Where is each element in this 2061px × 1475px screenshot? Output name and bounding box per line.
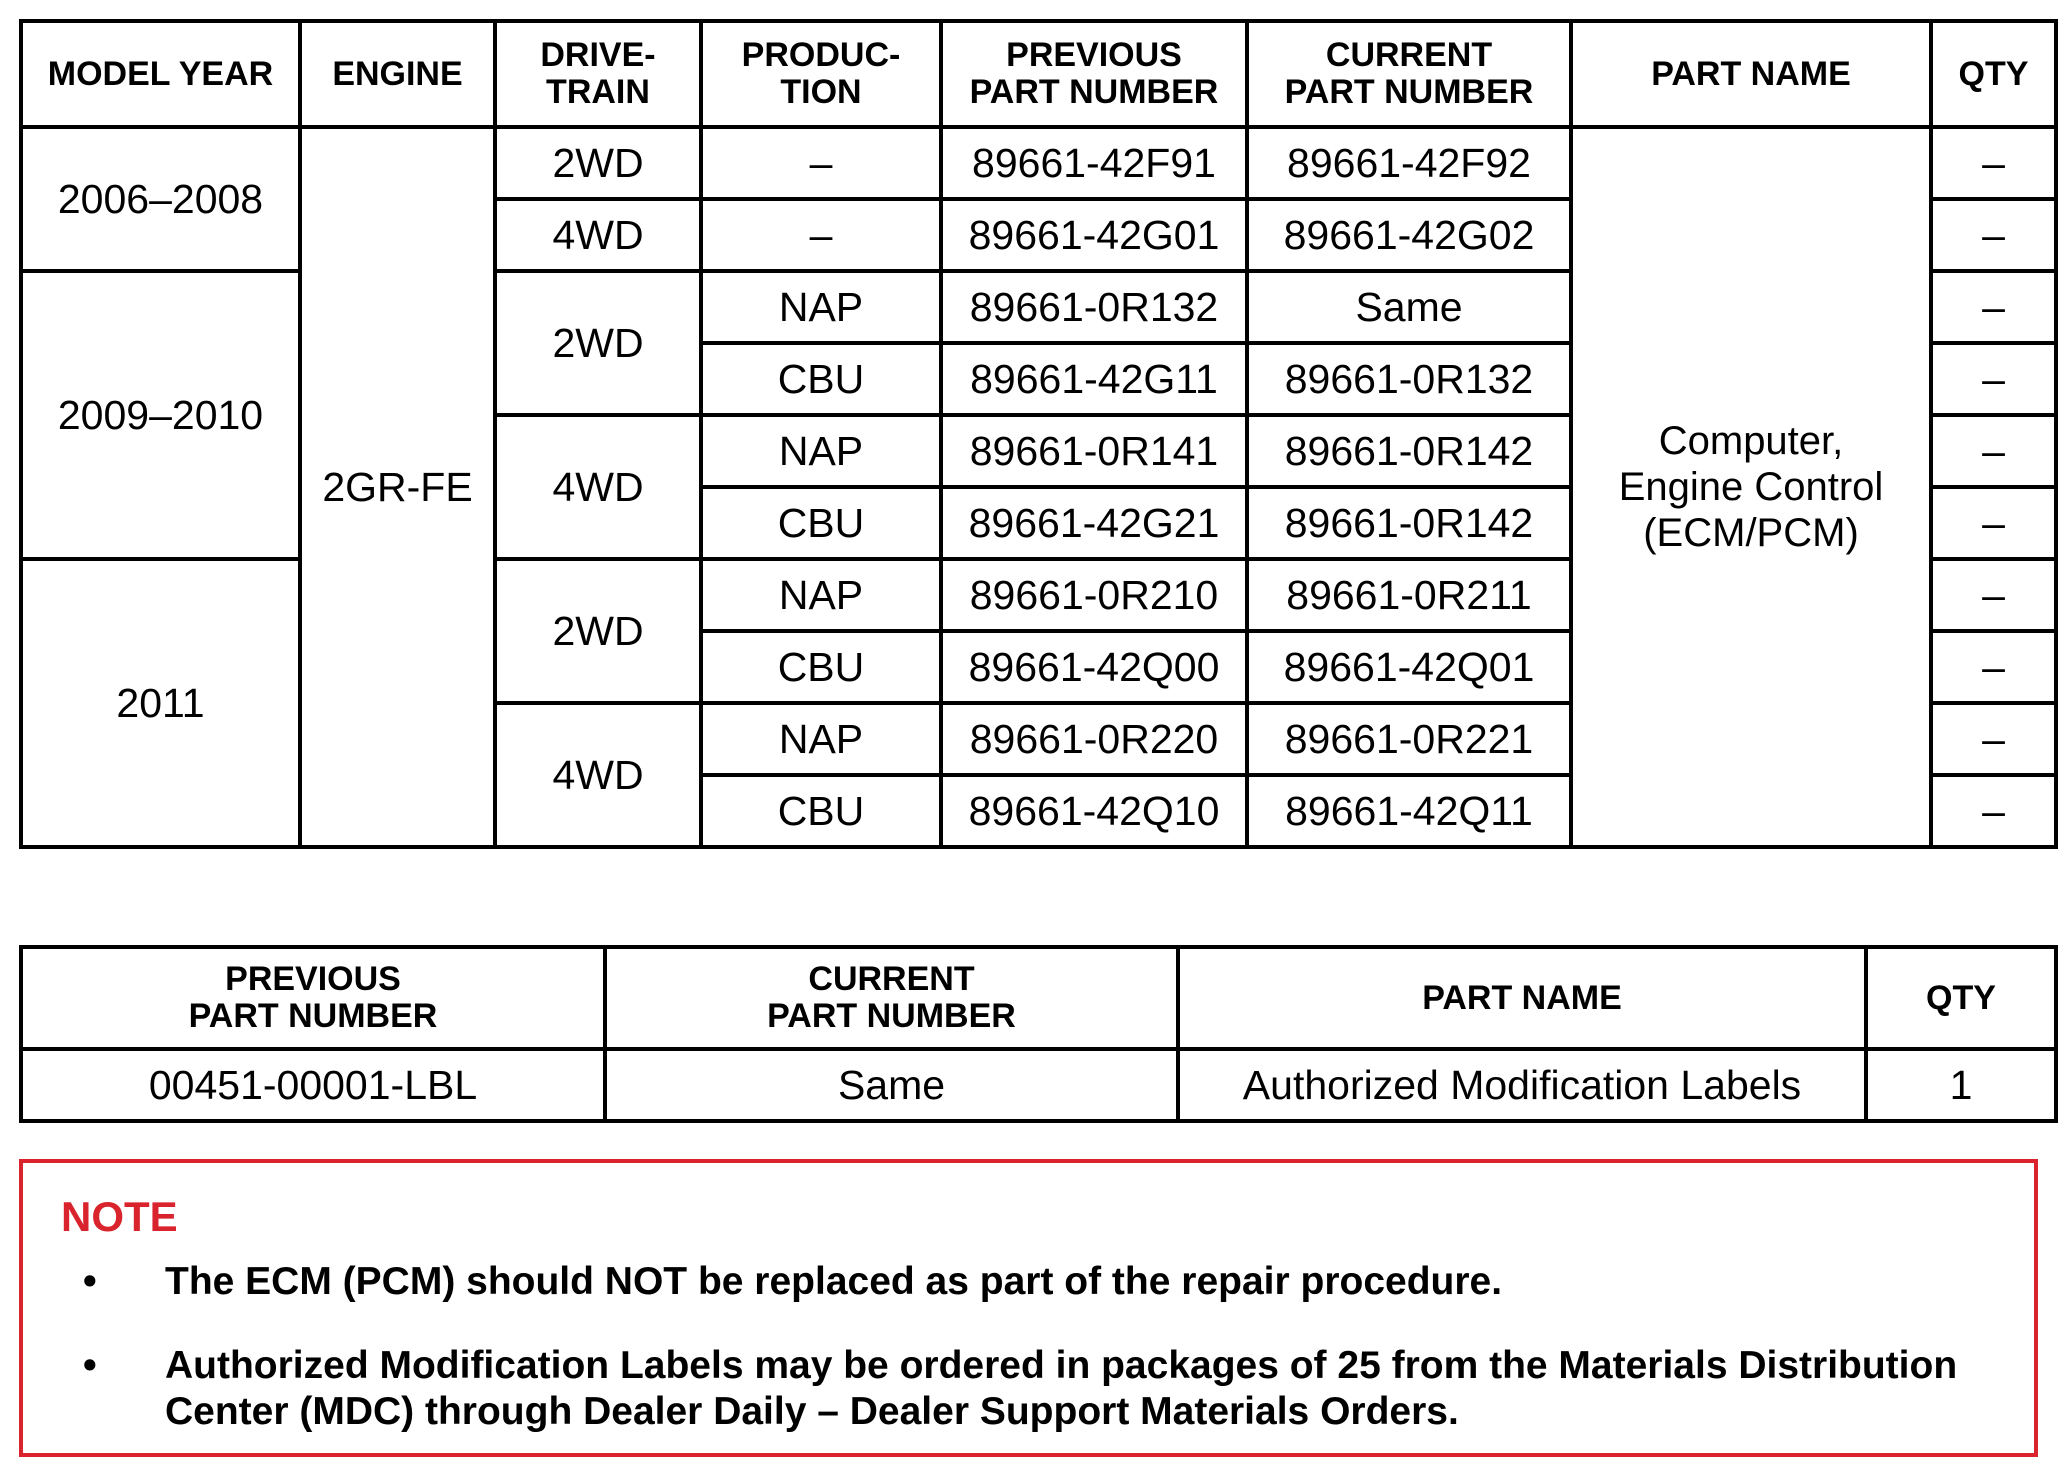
qty-cell: – xyxy=(1931,127,2056,199)
production-cell: CBU xyxy=(701,487,941,559)
header-previous-line1: PREVIOUS xyxy=(1006,36,1182,74)
model-year-cell: 2011 xyxy=(21,559,300,847)
header-part-name: PART NAME xyxy=(1571,21,1931,127)
model-year-cell: 2009–2010 xyxy=(21,271,300,559)
engine-cell: 2GR-FE xyxy=(300,127,495,847)
current-part-number-cell: 89661-0R211 xyxy=(1247,559,1571,631)
header-drivetrain-line2: TRAIN xyxy=(546,73,650,111)
header-previous-part-number xyxy=(21,947,605,1049)
note-item xyxy=(83,1343,2003,1435)
production-cell: NAP xyxy=(701,703,941,775)
note-title: NOTE xyxy=(61,1193,178,1240)
note-box xyxy=(19,1159,2038,1457)
current-part-number-cell: 89661-42F92 xyxy=(1247,127,1571,199)
previous-part-number-cell: 89661-42G01 xyxy=(941,199,1247,271)
current-part-number-cell: 89661-0R221 xyxy=(1247,703,1571,775)
header-model-year: MODEL YEAR xyxy=(21,21,300,127)
part-name-cell xyxy=(1571,127,1931,847)
current-part-number-cell: 89661-42Q01 xyxy=(1247,631,1571,703)
previous-part-number-cell: 89661-0R141 xyxy=(941,415,1247,487)
bullet-icon: • xyxy=(83,1344,97,1387)
previous-part-number-cell: 89661-0R220 xyxy=(941,703,1247,775)
header-production-line1: PRODUC- xyxy=(741,36,901,74)
previous-part-number-cell: 89661-42F91 xyxy=(941,127,1247,199)
header-previous-line1: PREVIOUS xyxy=(225,960,401,998)
header-current-line1: CURRENT xyxy=(1325,36,1493,74)
previous-part-number-cell: 89661-0R210 xyxy=(941,559,1247,631)
header-drivetrain-line1: DRIVE- xyxy=(540,36,656,74)
production-cell: – xyxy=(701,199,941,271)
qty-cell: – xyxy=(1931,343,2056,415)
current-part-number-cell: Same xyxy=(605,1049,1178,1121)
table-header-row xyxy=(21,947,2056,1049)
previous-part-number-cell: 89661-42G11 xyxy=(941,343,1247,415)
current-part-number-cell: 89661-0R142 xyxy=(1247,487,1571,559)
header-production xyxy=(701,21,941,127)
drivetrain-cell: 4WD xyxy=(495,199,701,271)
label-parts-table xyxy=(19,945,2058,1123)
qty-cell: – xyxy=(1931,487,2056,559)
header-current-part-number xyxy=(605,947,1178,1049)
qty-cell: – xyxy=(1931,631,2056,703)
drivetrain-cell: 4WD xyxy=(495,415,701,559)
note-list xyxy=(83,1259,2003,1473)
qty-cell: 1 xyxy=(1866,1049,2056,1121)
drivetrain-cell: 2WD xyxy=(495,271,701,415)
note-item xyxy=(83,1259,2003,1305)
production-cell: NAP xyxy=(701,415,941,487)
header-part-name: PART NAME xyxy=(1178,947,1866,1049)
current-part-number-cell: 89661-0R142 xyxy=(1247,415,1571,487)
production-cell: CBU xyxy=(701,775,941,847)
header-previous-line2: PART NUMBER xyxy=(188,997,438,1035)
drivetrain-cell: 2WD xyxy=(495,127,701,199)
header-qty: QTY xyxy=(1931,21,2056,127)
header-previous-line2: PART NUMBER xyxy=(969,73,1219,111)
current-part-number-cell: 89661-42G02 xyxy=(1247,199,1571,271)
header-current-part-number xyxy=(1247,21,1571,127)
header-current-line2: PART NUMBER xyxy=(767,997,1016,1035)
current-part-number-cell: Same xyxy=(1247,271,1571,343)
previous-part-number-cell: 00451-00001-LBL xyxy=(21,1049,605,1121)
production-cell: CBU xyxy=(701,631,941,703)
table-header-row xyxy=(21,21,2056,127)
header-production-line2: TION xyxy=(780,73,862,111)
production-cell: NAP xyxy=(701,271,941,343)
table-row xyxy=(21,1049,2056,1121)
qty-cell: – xyxy=(1931,559,2056,631)
drivetrain-cell: 4WD xyxy=(495,703,701,847)
bullet-icon: • xyxy=(83,1260,97,1303)
header-current-line2: PART NUMBER xyxy=(1284,73,1534,111)
ecm-parts-table xyxy=(19,19,2058,849)
current-part-number-cell: 89661-42Q11 xyxy=(1247,775,1571,847)
note-item-text: The ECM (PCM) should NOT be replaced as part of the repair procedure. xyxy=(165,1260,1503,1303)
part-name-line3: (ECM/PCM) xyxy=(1643,511,1859,555)
production-cell: CBU xyxy=(701,343,941,415)
table-row xyxy=(21,127,2056,199)
previous-part-number-cell: 89661-42G21 xyxy=(941,487,1247,559)
part-name-line1: Computer, xyxy=(1658,419,1844,463)
production-cell: NAP xyxy=(701,559,941,631)
qty-cell: – xyxy=(1931,775,2056,847)
part-name-line2: Engine Control xyxy=(1618,465,1884,509)
current-part-number-cell: 89661-0R132 xyxy=(1247,343,1571,415)
qty-cell: – xyxy=(1931,199,2056,271)
header-drivetrain xyxy=(495,21,701,127)
model-year-cell: 2006–2008 xyxy=(21,127,300,271)
qty-cell: – xyxy=(1931,271,2056,343)
header-current-line1: CURRENT xyxy=(808,960,975,998)
drivetrain-cell: 2WD xyxy=(495,559,701,703)
previous-part-number-cell: 89661-0R132 xyxy=(941,271,1247,343)
qty-cell: – xyxy=(1931,415,2056,487)
header-previous-part-number xyxy=(941,21,1247,127)
production-cell: – xyxy=(701,127,941,199)
qty-cell: – xyxy=(1931,703,2056,775)
part-name-cell: Authorized Modification Labels xyxy=(1178,1049,1866,1121)
note-item-text: Authorized Modification Labels may be ordered in packages of 25 from the Materials Distribution Center (MDC) through Dealer Daily – Dealer Support Materials Orders. xyxy=(165,1344,1958,1433)
header-engine: ENGINE xyxy=(300,21,495,127)
previous-part-number-cell: 89661-42Q10 xyxy=(941,775,1247,847)
header-qty: QTY xyxy=(1866,947,2056,1049)
previous-part-number-cell: 89661-42Q00 xyxy=(941,631,1247,703)
